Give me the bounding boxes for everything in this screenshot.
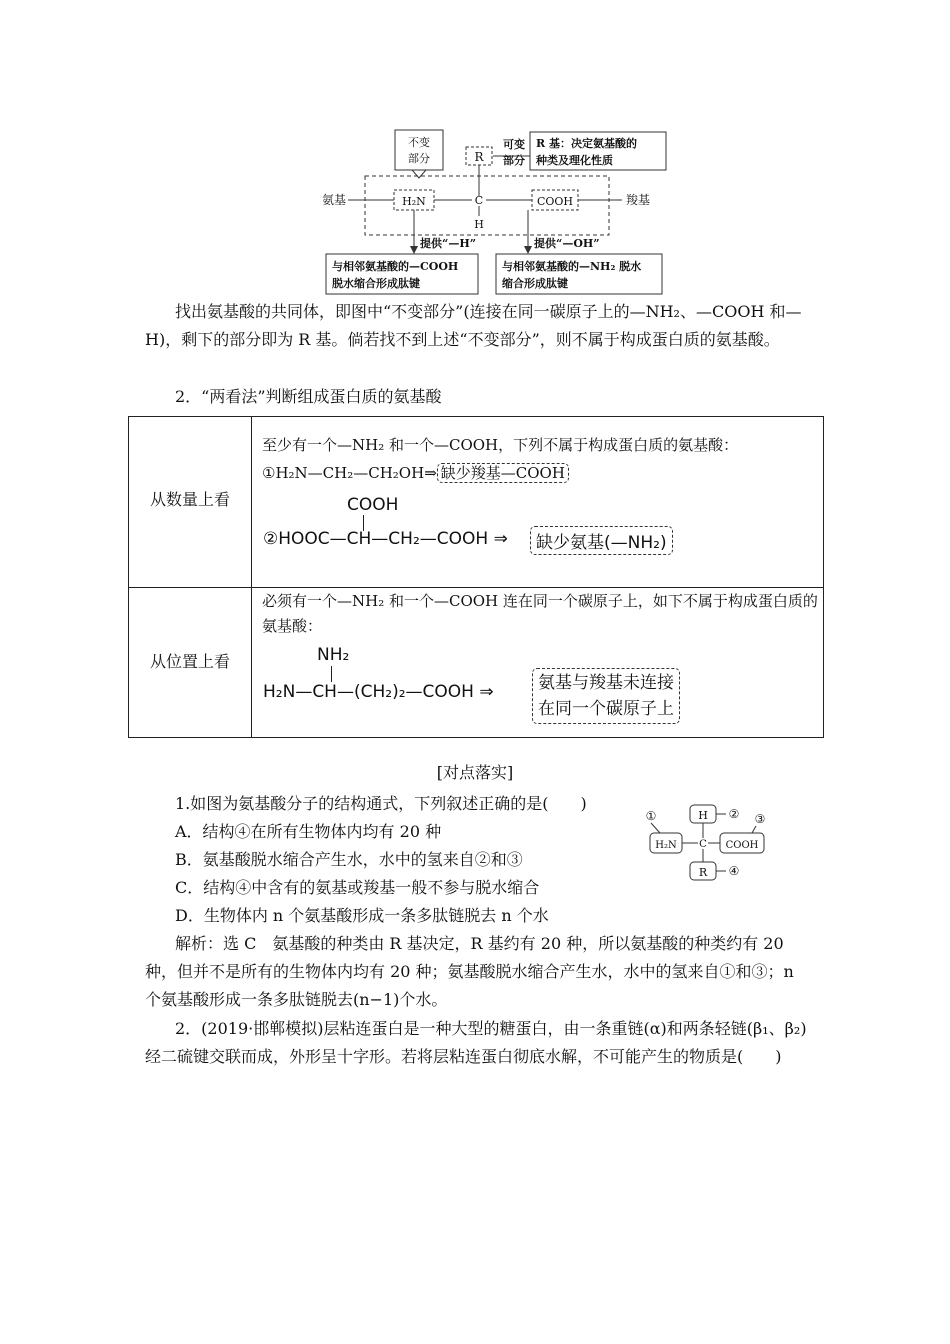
row2-label: 从位置上看: [149, 652, 230, 671]
q2-stem: 2．(2019·邯郸模拟)层粘连蛋白是一种大型的糖蛋白，由一条重链(α)和两条轻链(β₁、β₂)经二硫键交联而成，外形呈十字形。若将层粘连蛋白彻底水解，不可能产生的物质是( ): [145, 1019, 807, 1066]
svg-text:缩合形成肽键: 缩合形成肽键: [502, 277, 568, 290]
svg-text:R 基：决定氨基酸的: R 基：决定氨基酸的: [536, 137, 637, 150]
svg-text:②: ②: [728, 807, 740, 821]
svg-text:氨基: 氨基: [322, 193, 347, 207]
svg-text:①: ①: [645, 809, 657, 823]
svg-text:H₂N: H₂N: [655, 840, 677, 851]
svg-text:C: C: [699, 839, 707, 850]
two-look-method-table: [128, 416, 824, 738]
svg-text:羧基: 羧基: [626, 193, 651, 207]
example1-conclusion-box: 缺少羧基—COOH: [437, 463, 569, 483]
amino-acid-structure-diagram: [300, 120, 680, 300]
svg-text:与相邻氨基酸的—COOH: 与相邻氨基酸的—COOH: [332, 260, 459, 273]
explanation-paragraph: 找出氨基酸的共同体，即图中“不变部分”(连接在同一碳原子上的—NH₂、—COOH 和—H)，剩下的部分即为 R 基。倘若找不到上述“不变部分”，则不属于构成蛋白质的氨基酸。: [145, 302, 802, 349]
row1-description: 至少有一个—NH₂ 和一个—COOH，下列不属于构成蛋白质的氨基酸：: [262, 436, 739, 454]
example2-formula: ②HOOC—CH—CH₂—COOH ⇒: [263, 529, 508, 549]
svg-text:H: H: [474, 218, 484, 231]
svg-text:H₂N: H₂N: [402, 195, 426, 208]
q1-options: [175, 818, 645, 930]
example2-conclusion-box: 缺少氨基(—NH₂): [530, 526, 673, 555]
svg-text:R: R: [698, 866, 708, 879]
row1-example1: [262, 461, 818, 486]
svg-text:COOH: COOH: [725, 840, 759, 851]
row1-label: 从数量上看: [149, 490, 230, 509]
svg-text:COOH: COOH: [536, 195, 574, 208]
svg-text:H: H: [698, 809, 708, 822]
row2-conclusion-box: [532, 668, 680, 724]
svg-text:可变: 可变: [503, 138, 525, 151]
svg-text:种类及理化性质: 种类及理化性质: [536, 154, 613, 167]
svg-text:不变: 不变: [408, 136, 430, 149]
example2-cooh-branch: COOH: [347, 495, 399, 515]
svg-text:提供“—OH”: 提供“—OH”: [534, 237, 600, 250]
row2-conclusion-line2: 在同一个碳原子上: [538, 699, 674, 719]
q1-structure-figure: [640, 800, 780, 890]
q1-option-c[interactable]: C．结构④中含有的氨基或羧基一般不参与脱水缩合: [175, 878, 540, 897]
section-heading-two-look-method: 2．“两看法”判断组成蛋白质的氨基酸: [175, 387, 442, 406]
svg-text:提供“—H”: 提供“—H”: [420, 237, 477, 250]
svg-text:④: ④: [728, 864, 740, 878]
q1-option-b[interactable]: B．氨基酸脱水缩合产生水，水中的氢来自②和③: [175, 850, 523, 869]
example1-formula: ①H₂N—CH₂—CH₂OH⇒: [262, 464, 437, 482]
row2-description: 必须有一个—NH₂ 和一个—COOH 连在同一个碳原子上，如下不属于构成蛋白质的氨基酸：: [262, 592, 818, 635]
svg-text:部分: 部分: [503, 154, 525, 167]
svg-text:③: ③: [754, 812, 766, 826]
q1-analysis: 解析：选 C 氨基酸的种类由 R 基决定，R 基约有 20 种，所以氨基酸的种类约有 20 种，但并不是所有的生物体内均有 20 种；氨基酸脱水缩合产生水，水中的氢来自①和③；n 个氨基酸形成一条多肽链脱去(n−1)个水。: [145, 934, 794, 1009]
q1-stem: 1.如图为氨基酸分子的结构通式，下列叙述正确的是( ): [175, 794, 587, 813]
row2-formula: H₂N—CH—(CH₂)₂—COOH ⇒: [263, 682, 494, 702]
svg-text:与相邻氨基酸的—NH₂ 脱水: 与相邻氨基酸的—NH₂ 脱水: [502, 260, 642, 273]
svg-text:脱水缩合形成肽键: 脱水缩合形成肽键: [332, 277, 420, 290]
row2-nh2-branch: NH₂: [317, 645, 350, 665]
svg-text:R: R: [474, 150, 484, 164]
row2-conclusion-line1: 氨基与羧基未连接: [538, 673, 674, 693]
section-title: [对点落实]: [436, 763, 514, 782]
q1-option-d[interactable]: D．生物体内 n 个氨基酸形成一条多肽链脱去 n 个水: [175, 906, 549, 925]
q1-option-a[interactable]: A．结构④在所有生物体内均有 20 种: [175, 822, 442, 841]
row2-bond: [331, 666, 332, 682]
svg-text:部分: 部分: [408, 152, 430, 165]
svg-text:C: C: [474, 194, 484, 207]
